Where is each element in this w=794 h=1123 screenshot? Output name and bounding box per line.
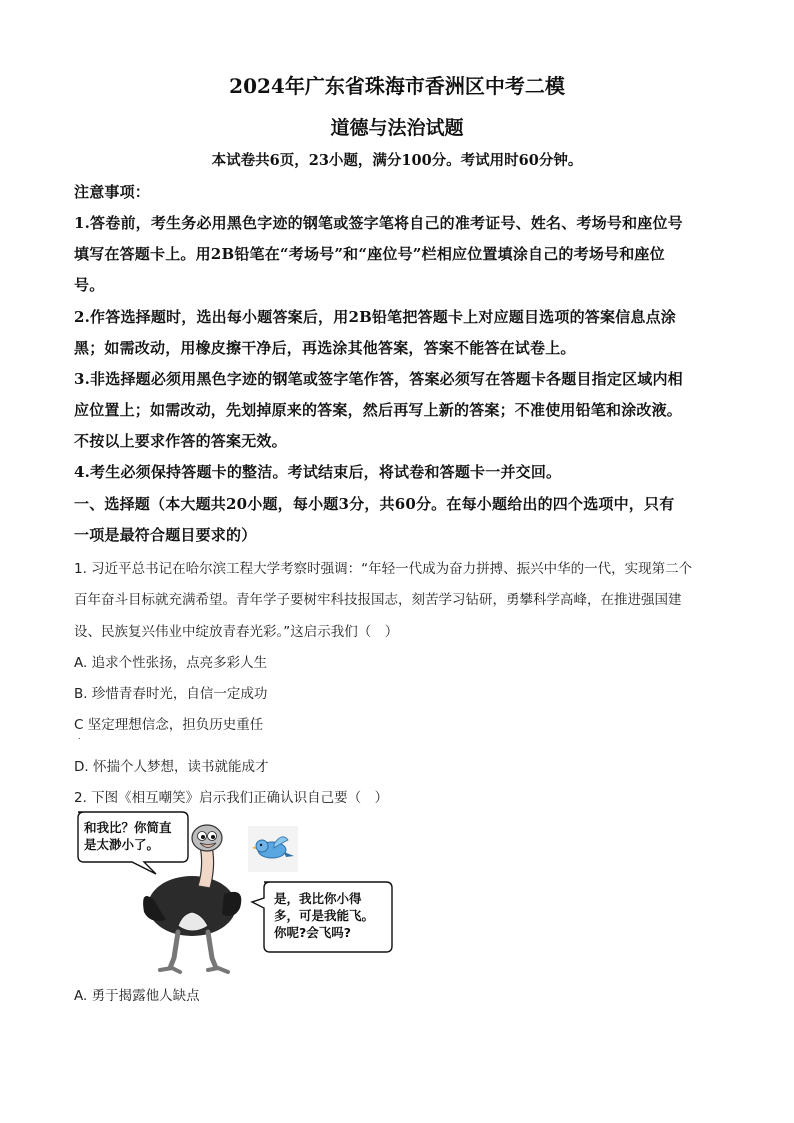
stray-mark: . bbox=[78, 732, 81, 741]
question-1-option-c: C 坚定理想信念，担负历史重任 bbox=[74, 717, 264, 733]
question-1-option-a: A. 追求个性张扬，点亮多彩人生 bbox=[74, 655, 268, 671]
question-2-stem: 2. 下图《相互嘲笑》启示我们正确认识自己要（ ） bbox=[74, 790, 389, 806]
ostrich-speech-line: 是太渺小了。 bbox=[84, 837, 160, 852]
notes-line: 号。 bbox=[74, 276, 105, 294]
section-heading: 一、选择题（本大题共20小题，每小题3分，共60分。在每小题给出的四个选项中，只有 bbox=[74, 495, 675, 513]
notes-line: 2.作答选择题时，选出每小题答案后，用2B铅笔把答题卡上对应题目选项的答案信息点涂 bbox=[74, 308, 676, 326]
notes-line: 应位置上；如需改动，先划掉原来的答案，然后再写上新的答案；不准使用铅笔和涂改液。 bbox=[74, 401, 683, 419]
notes-line: 填写在答题卡上。用2B铅笔在“考场号”和“座位号”栏相应位置填涂自己的考场号和座位 bbox=[74, 245, 665, 263]
notes-line: 1.答卷前，考生务必用黑色字迹的钢笔或签字笔将自己的准考证号、姓名、考场号和座位号 bbox=[74, 214, 683, 232]
question-2-option-a: A. 勇于揭露他人缺点 bbox=[74, 988, 200, 1004]
ostrich-bird-cartoon bbox=[74, 808, 404, 978]
exam-subtitle: 道德与法治试题 bbox=[330, 117, 464, 139]
bird-speech-line: 是，我比你小得 bbox=[274, 891, 362, 906]
exam-title: 2024年广东省珠海市香洲区中考二模 bbox=[229, 74, 565, 98]
bird-speech-line: 多，可是我能飞。 bbox=[274, 908, 375, 923]
notes-line: 不按以上要求作答的答案无效。 bbox=[74, 432, 287, 450]
notes-line: 3.非选择题必须用黑色字迹的钢笔或签字笔作答，答案必须写在答题卡各题目指定区域内相 bbox=[74, 370, 683, 388]
exam-info: 本试卷共6页，23小题，满分100分。考试用时60分钟。 bbox=[211, 152, 583, 169]
question-1-option-b: B. 珍惜青春时光，自信一定成功 bbox=[74, 686, 268, 702]
question-1-stem: 1. 习近平总书记在哈尔滨工程大学考察时强调：“年轻一代成为奋力拼搏、振兴中华的一代，实现第二个 bbox=[74, 561, 693, 577]
question-1-option-d: D. 怀揣个人梦想，读书就能成才 bbox=[74, 759, 269, 775]
notes-line: 黑；如需改动，用橡皮擦干净后，再选涂其他答案，答案不能答在试卷上。 bbox=[74, 339, 576, 357]
question-1-stem: 设、民族复兴伟业中绽放青春光彩。”这启示我们（ ） bbox=[74, 624, 399, 640]
section-heading-cont: 一项是最符合题目要求的） bbox=[74, 526, 257, 544]
notes-heading: 注意事项： bbox=[74, 183, 151, 201]
notes-line: 4.考生必须保持答题卡的整洁。考试结束后，将试卷和答题卡一并交回。 bbox=[74, 463, 562, 481]
question-1-stem: 百年奋斗目标就充满希望。青年学子要树牢科技报国志，刻苦学习钻研，勇攀科学高峰，在推进强国建 bbox=[74, 592, 682, 608]
ostrich-speech-line: 和我比？你简直 bbox=[84, 820, 172, 835]
bird-speech-line: 你呢?会飞吗? bbox=[274, 925, 352, 940]
